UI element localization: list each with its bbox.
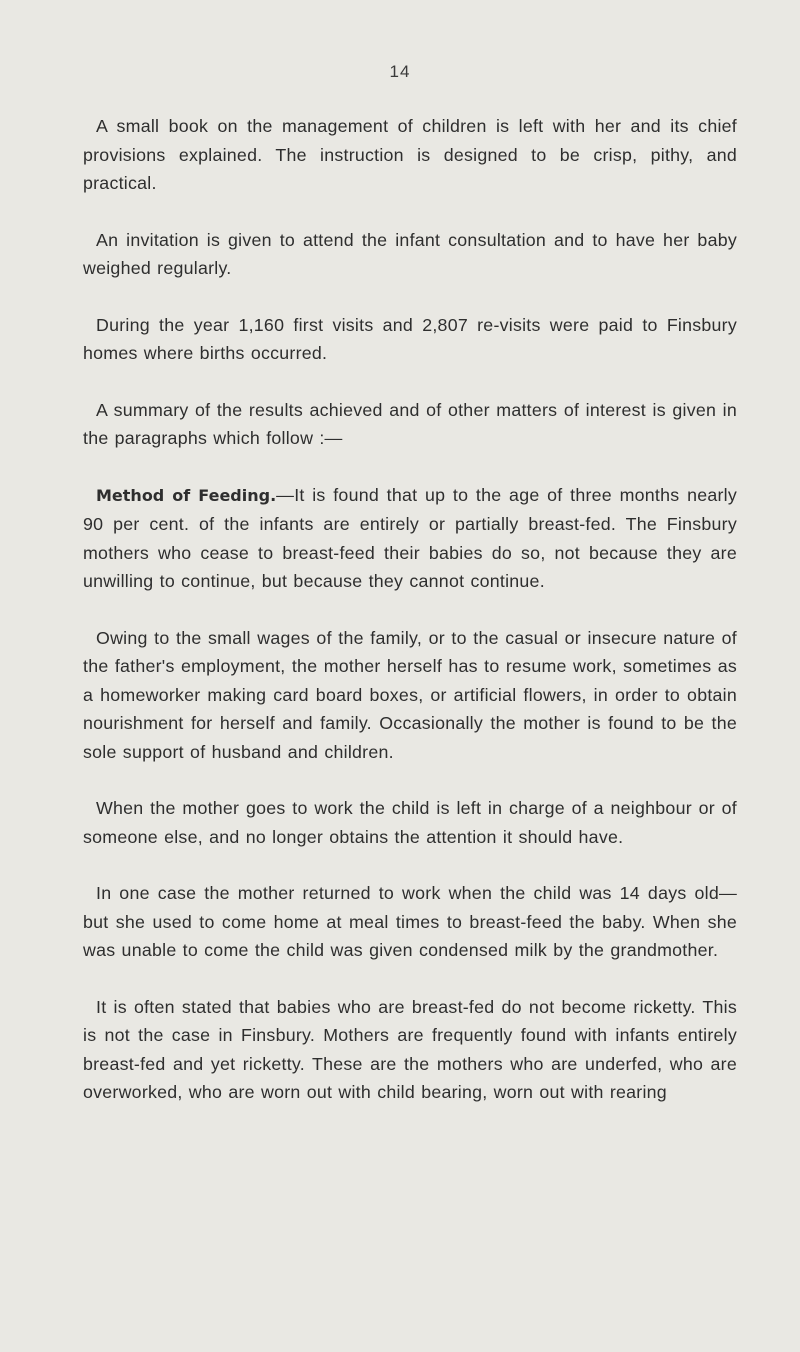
body-text bbox=[83, 112, 737, 1107]
paragraph-child-management-book: A small book on the management of children is left with her and its chief provisions explained. The instruction is designed to be crisp, pithy, and practical. bbox=[83, 116, 737, 193]
page-number: 14 bbox=[389, 62, 411, 81]
section-heading-method-of-feeding: Method of Feeding. bbox=[96, 485, 277, 505]
method-of-feeding-text: —It is found that up to the age of three months nearly 90 per cent. of the infants are entirely or partially breast-fed. The Finsbury mothers who cease to breast-feed their babies do so, not because they are unwilling to continue, but because they cannot continue. bbox=[83, 484, 737, 591]
paragraph-child-left-in-charge: When the mother goes to work the child is left in charge of a neighbour or of someone else, and no longer obtains the attention it should have. bbox=[83, 798, 737, 847]
paragraph-summary-intro: A summary of the results achieved and of other matters of interest is given in the paragraphs which follow :— bbox=[83, 399, 737, 448]
paragraph-visits-count: During the year 1,160 first visits and 2,807 re-visits were paid to Finsbury homes where births occurred. bbox=[83, 314, 737, 363]
paragraph-consultation-invitation: An invitation is given to attend the infant consultation and to have her baby weighed regularly. bbox=[83, 229, 737, 278]
paragraph-one-case: In one case the mother returned to work when the child was 14 days old—but she used to come home at meal times to breast-feed the baby. When she was unable to come the child was given condensed milk by the grandmother. bbox=[83, 883, 737, 960]
paragraph-method-of-feeding bbox=[83, 481, 737, 596]
paragraph-small-wages: Owing to the small wages of the family, or to the casual or insecure nature of the father's employment, the mother herself has to resume work, sometimes as a homeworker making card board boxes, or artificial flowers, in order to obtain nourishment for herself and family. Occasionally the mother is found to be the sole support of husband and children. bbox=[83, 627, 737, 762]
paragraph-ricketty: It is often stated that babies who are breast-fed do not become ricketty. This is not the case in Finsbury. Mothers are frequently found with infants entirely breast-fed and yet ricketty. These are the mothers who are underfed, who are overworked, who are worn out with child bearing, worn out with rearing bbox=[83, 996, 737, 1102]
